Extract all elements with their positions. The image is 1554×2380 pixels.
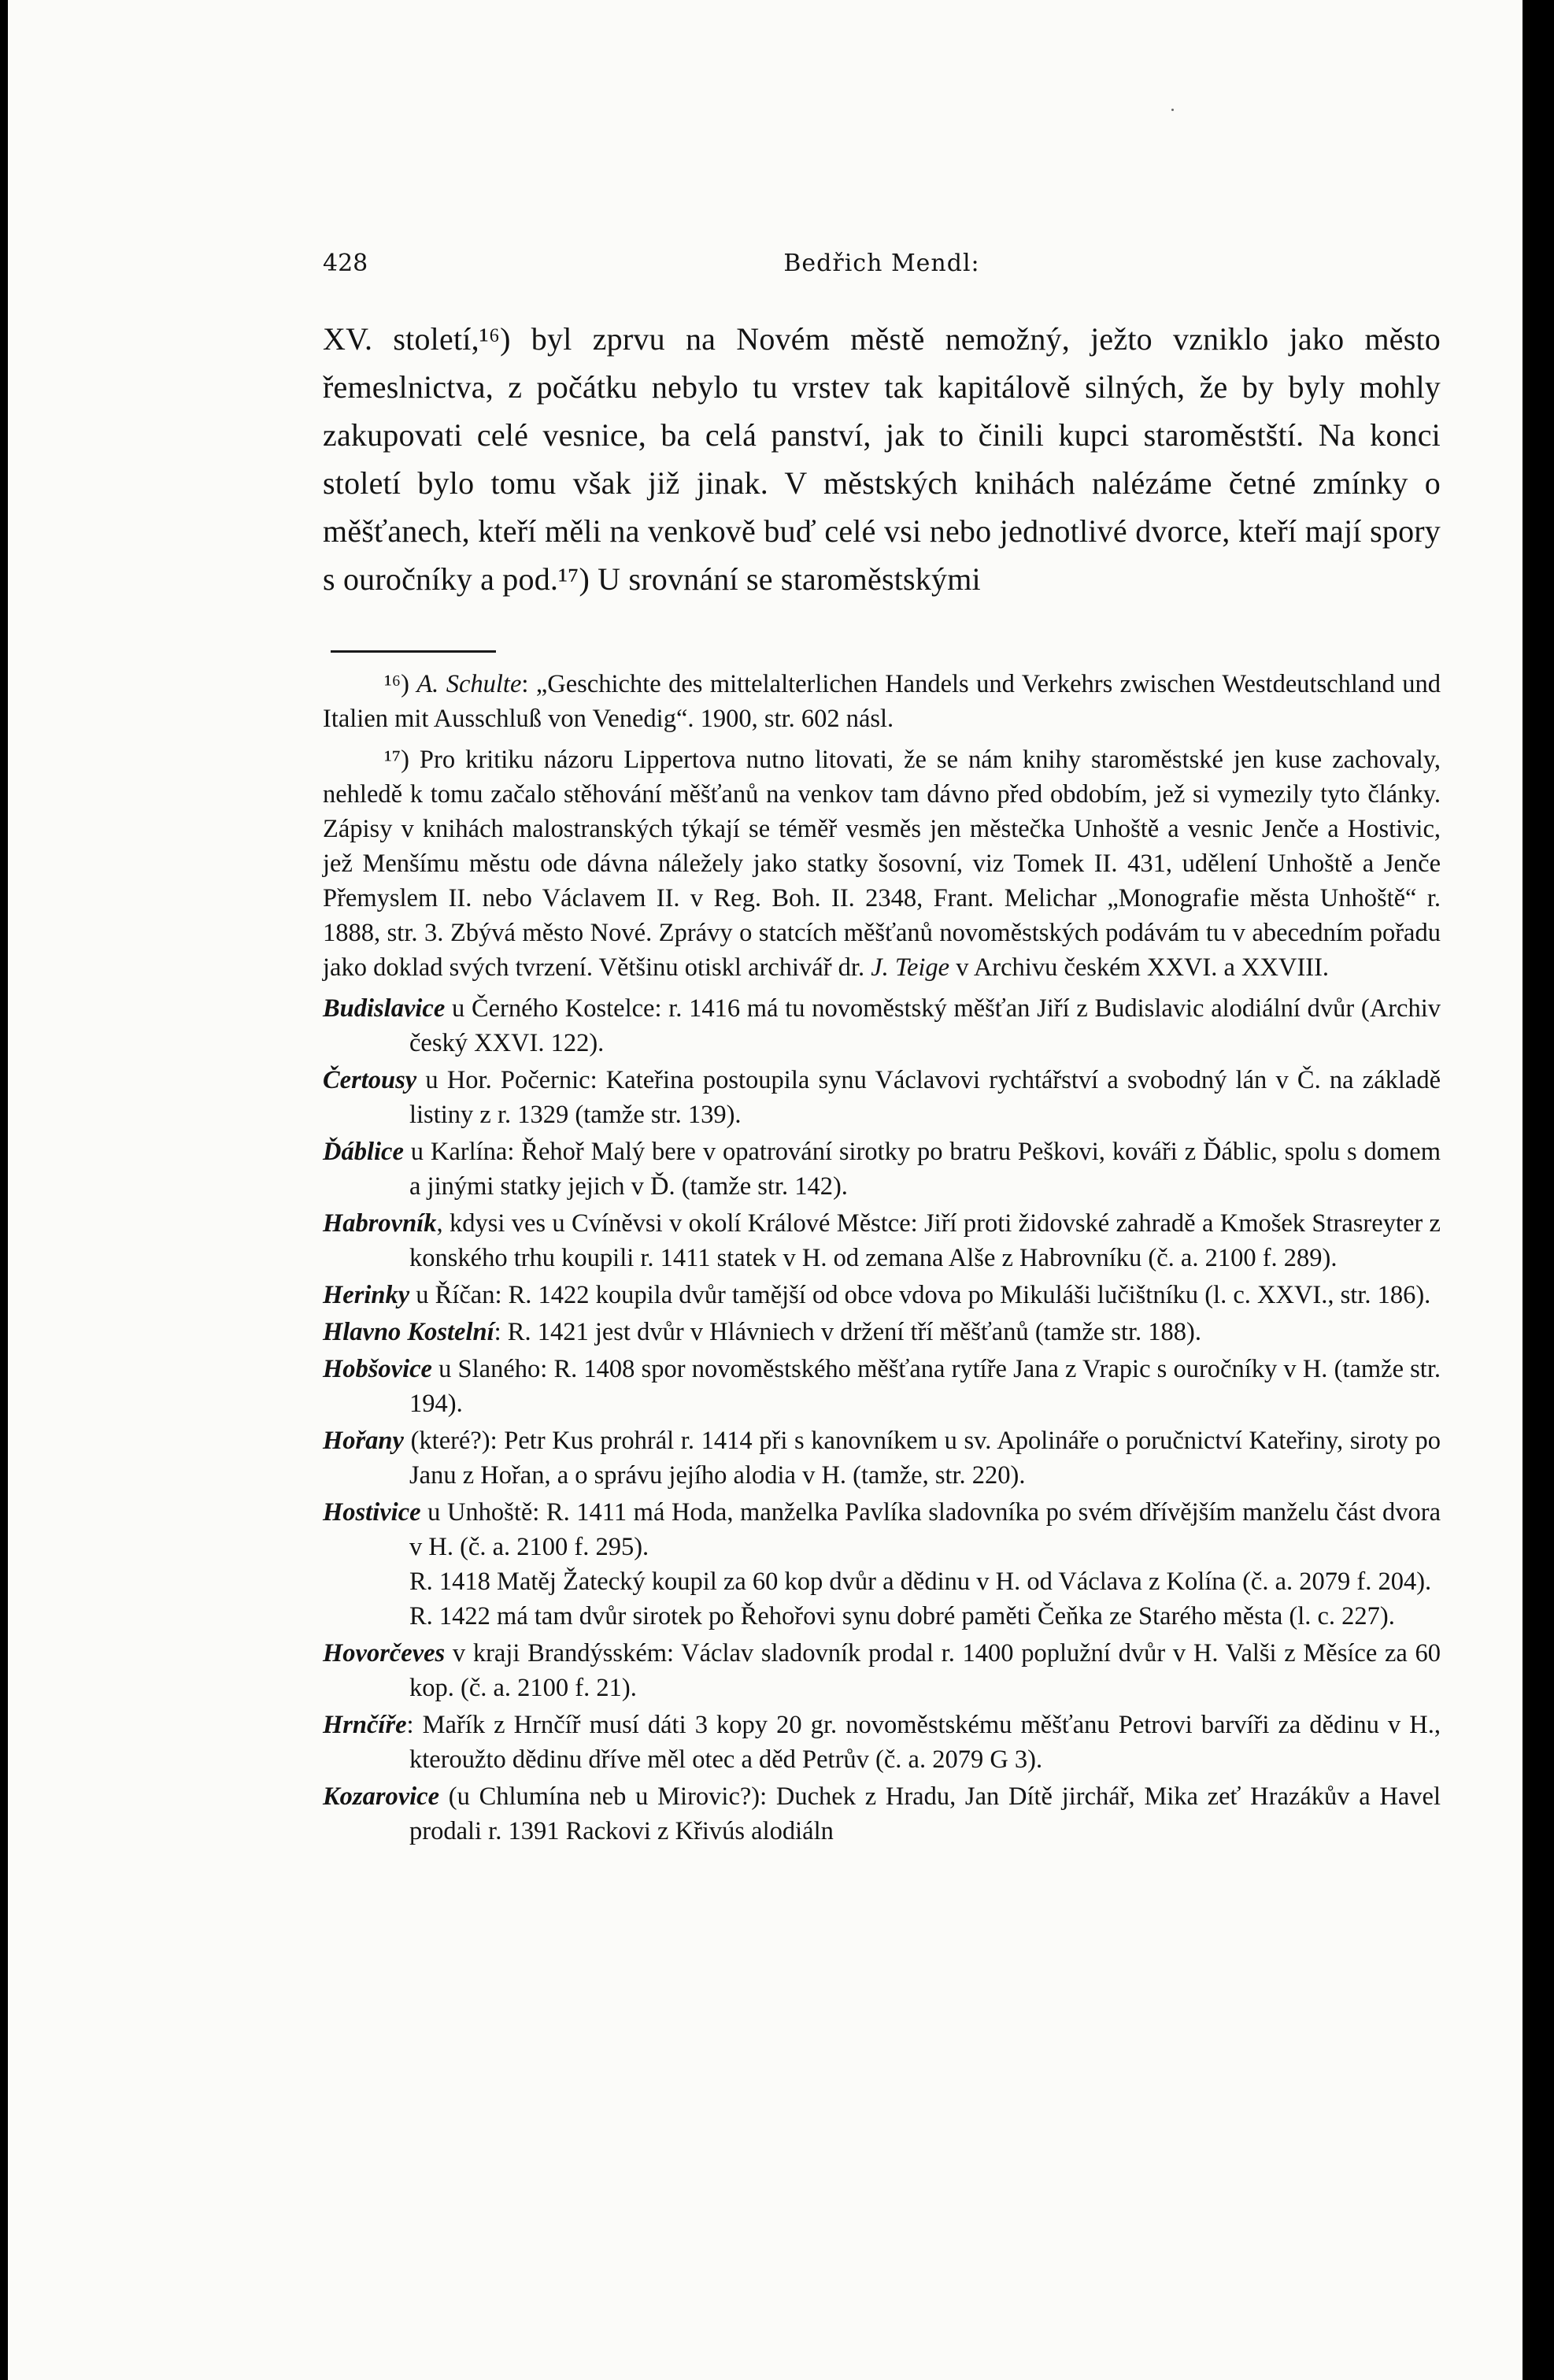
list-item xyxy=(323,1423,1441,1493)
main-paragraph: XV. století,¹⁶) byl zprvu na Novém městě nemožný, ježto vzniklo jako město řemeslnictva, z počátku nebylo tu vrstev tak kapitálově silných, že by byly mohly zakupovati celé vesnice, ba celá panství, jak to činili kupci staroměstští. Na konci století bylo tomu však již jinak. V městských knihách nalézáme četné zmínky o měšťanech, kteří měli na venkově buď celé vsi nebo jednotlivé dvorce, kteří mají spory s ouročníky a pod.¹⁷) U srovnání se staroměstskými xyxy=(323,321,1441,597)
entry-text: v kraji Brandýsském: Václav sladovník prodal r. 1400 poplužní dvůr v H. Valši z Měsíce za 60 kop. (č. a. 2100 f. 21). xyxy=(409,1639,1441,1702)
entry-text: (které?): Petr Kus prohrál r. 1414 při s kanovníkem u sv. Apolináře o poručnictví Kateřiny, siroty po Janu z Hořan, a o správu jejího alodia v H. (tamže, str. 220). xyxy=(403,1427,1441,1490)
list-item xyxy=(323,1315,1441,1349)
place-name: Habrovník xyxy=(323,1209,437,1238)
entry-text: u Unhoště: R. 1411 má Hoda, manželka Pavlíka sladovníka po svém dřívějším manželu část dvora v H. (č. a. 2100 f. 295). xyxy=(409,1498,1441,1561)
place-name: Hovorčeves xyxy=(323,1639,446,1667)
place-name: Hořany xyxy=(323,1427,404,1455)
place-name: Hrnčíře xyxy=(323,1711,407,1739)
page-number: 428 xyxy=(323,250,368,277)
footnote-16-text: : „Geschichte des mittelalterlichen Handels und Verkehrs zwischen Westdeutschland und Italien mit Ausschluß von Venedig“. 1900, str. 602 násl. xyxy=(323,670,1441,733)
entry-text: (u Chlumína neb u Mirovic?): Duchek z Hradu, Jan Dítě jirchář, Mika zeť Hrazákův a Havel prodali r. 1391 Rackovi z Křivús alodiáln xyxy=(409,1782,1441,1845)
entry-subline: R. 1422 má tam dvůr sirotek po Řehořovi synu dobré paměti Čeňka ze Starého města (l. c. 227). xyxy=(409,1602,1395,1630)
list-item xyxy=(323,1779,1441,1849)
footnote-17-text-b: v Archivu českém XXVI. a XXVIII. xyxy=(949,953,1330,982)
entry-text: u Říčan: R. 1422 koupila dvůr tamější od obce vdova po Mikuláši lučištníku (l. c. XXVI., str. 186). xyxy=(409,1281,1431,1309)
entry-text: u Černého Kostelce: r. 1416 má tu novoměstský měšťan Jiří z Budislavic alodiální dvůr (Archiv český XXVI. 122). xyxy=(409,994,1441,1057)
page-content xyxy=(323,236,1441,1851)
entry-text: u Slaného: R. 1408 spor novoměstského měšťana rytíře Jana z Vrapic s ouročníky v H. (tamže str. 194). xyxy=(409,1355,1441,1418)
entry-text: , kdysi ves u Cvíněvsi v okolí Králové Městce: Jiří proti židovské zahradě a Kmošek Strasreyter z konského trhu koupili r. 1411 statek v H. od zemana Alše z Habrovníku (č. a. 2100 f. 289). xyxy=(409,1209,1441,1272)
entry-text: u Karlína: Řehoř Malý bere v opatrování sirotky po bratru Peškovi, kováři z Ďáblic, spolu s domem a jinými statky jejich v Ď. (tamže str. 142). xyxy=(403,1138,1441,1201)
list-item xyxy=(323,1636,1441,1705)
list-item xyxy=(323,1206,1441,1275)
footnote-17 xyxy=(323,742,1441,985)
list-item xyxy=(323,1134,1441,1204)
list-item xyxy=(323,1352,1441,1421)
footnote-17-text-a: Pro kritiku názoru Lippertova nutno litovati, že se nám knihy staroměstské jen kuse zachovaly, nehledě k tomu začalo stěhování měšťanů na venkov tam dávno před obdobím, jež si vymezily tyto články. Zápisy v knihách malostranských týkají se téměř vesměs jen městečka Unhoště a vesnic Jenče a Hostivic, jež Menšímu městu ode dávna náležely jako statky šosovní, viz Tomek II. 431, udělení Unhoště a Jenče Přemyslem II. nebo Václavem II. v Reg. Boh. II. 2348, Frant. Melichar „Monografie města Unhoště“ r. 1888, str. 3. Zbývá město Nové. Zprávy o statcích měšťanů novoměstských podávám tu v abecedním pořadu jako doklad svých tvrzení. Většinu otiskl archivář dr. xyxy=(323,746,1441,982)
entry-text: : R. 1421 jest dvůr v Hlávniech v držení tří měšťanů (tamže str. 188). xyxy=(494,1318,1202,1346)
footnote-17-teige: J. Teige xyxy=(871,953,950,982)
place-name: Budislavice xyxy=(323,994,446,1023)
footnote-16-author: A. Schulte xyxy=(416,670,522,698)
footnote-17-mark: ¹⁷) xyxy=(384,746,420,774)
footnotes xyxy=(323,667,1441,1849)
entry-text: : Mařík z Hrnčíř musí dáti 3 kopy 20 gr. novoměstskému měšťanu Petrovi barvíři za dědinu v H., kteroužto dědinu dříve měl otec a děd Petrův (č. a. 2079 G 3). xyxy=(406,1711,1441,1774)
scanned-page xyxy=(8,0,1523,2380)
place-name: Hostivice xyxy=(323,1498,421,1527)
scan-border xyxy=(1523,0,1554,2380)
running-title: Bedřich Mendl: xyxy=(783,250,980,277)
list-item xyxy=(323,991,1441,1060)
page-header xyxy=(323,236,1441,291)
list-item xyxy=(323,1063,1441,1132)
place-name: Hlavno Kostelní xyxy=(323,1318,494,1346)
footnote-rule xyxy=(331,650,496,653)
entry-text: u Hor. Počernic: Kateřina postoupila synu Václavovi rychtářství a svobodný lán v Č. na základě listiny z r. 1329 (tamže str. 139). xyxy=(409,1066,1441,1129)
place-name: Ďáblice xyxy=(323,1138,404,1166)
entry-subline: R. 1418 Matěj Žatecký koupil za 60 kop dvůr a dědinu v H. od Václava z Kolína (č. a. 2079 f. 204). xyxy=(409,1568,1432,1596)
footnote-16-mark: ¹⁶) xyxy=(384,670,417,698)
place-entries xyxy=(323,991,1441,1849)
place-name: Kozarovice xyxy=(323,1782,440,1811)
place-name: Čertousy xyxy=(323,1066,417,1094)
list-item xyxy=(323,1278,1441,1312)
list-item xyxy=(323,1495,1441,1634)
place-name: Herinky xyxy=(323,1281,410,1309)
list-item xyxy=(323,1708,1441,1777)
place-name: Hobšovice xyxy=(323,1355,432,1383)
page-speck xyxy=(1171,109,1174,111)
footnote-16 xyxy=(323,667,1441,736)
